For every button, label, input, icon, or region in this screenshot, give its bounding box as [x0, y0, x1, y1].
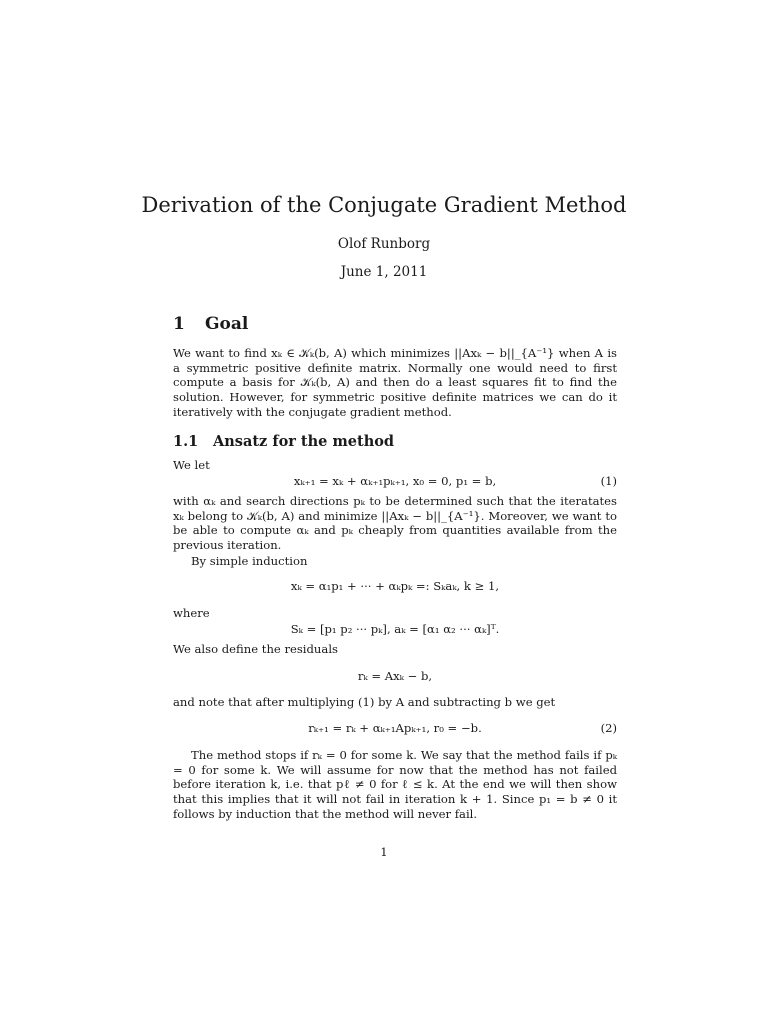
paragraph-method-stops: The method stops if rₖ = 0 for some k. We say that the method fails if pₖ = 0 for some k. We will assume for now that the method has not failed before iteration k, i.e. that pℓ ≠ 0 for ℓ ≤ k. At the end we will then show that this implies that it will not fail in iteration k + 1. Since p₁ = b ≠ 0 it follows by induction that the method will never fail.: [173, 748, 617, 821]
equation-2-tag: (2): [600, 721, 617, 735]
date: June 1, 2011: [340, 264, 428, 280]
equation-where-body: Sₖ = [p₁ p₂ ··· pₖ], aₖ = [α₁ α₂ ··· αₖ]ᵀ.: [290, 622, 500, 636]
equation-1: [173, 472, 617, 490]
equation-induction-body: xₖ = α₁p₁ + ··· + αₖpₖ =: Sₖaₖ, k ≥ 1,: [290, 579, 500, 593]
goal-paragraph: We want to find xₖ ∈ 𝒦ₖ(b, A) which minimizes ||Axₖ − b||_{A⁻¹} when A is a symmetric positive definite matrix. Normally one would need to first compute a basis for 𝒦ₖ(b, A) and then do a least squares fit to find the solution. However, for symmetric positive definite matrices we can do it iteratively with the conjugate gradient method.: [173, 346, 617, 419]
page-number: 1: [380, 845, 388, 859]
equation-2: [173, 719, 617, 737]
text-where: where: [173, 606, 210, 620]
section-title: Goal: [205, 314, 249, 334]
text-residuals-intro: We also define the residuals: [173, 642, 338, 656]
section-heading-goal: [173, 314, 248, 334]
equation-residual-body: rₖ = Axₖ − b,: [357, 669, 433, 683]
equation-2-body: rₖ₊₁ = rₖ + αₖ₊₁Apₖ₊₁, r₀ = −b.: [308, 721, 482, 735]
equation-1-tag: (1): [600, 474, 617, 488]
subsection-heading-ansatz: [173, 433, 394, 450]
paragraph-search-directions: with αₖ and search directions pₖ to be determined such that the iteratates xₖ belong to 𝒦ₖ(b, A) and minimize ||Axₖ − b||_{A⁻¹}. Moreover, we want to be able to compute αₖ and pₖ cheaply from quantities available from the previous iteration.: [173, 494, 617, 553]
equation-residual: [173, 667, 617, 685]
equation-induction: [173, 577, 617, 595]
author: Olof Runborg: [337, 236, 431, 252]
equation-where: [173, 620, 617, 638]
section-number: 1: [173, 314, 185, 334]
text-note-multiplying: and note that after multiplying (1) by A and subtracting b we get: [173, 695, 556, 709]
text-we-let: We let: [173, 458, 210, 472]
paper-title: Derivation of the Conjugate Gradient Method: [141, 193, 627, 217]
text-by-induction: By simple induction: [191, 554, 308, 568]
equation-1-body: xₖ₊₁ = xₖ + αₖ₊₁pₖ₊₁, x₀ = 0, p₁ = b,: [293, 474, 497, 488]
subsection-title: Ansatz for the method: [213, 433, 395, 450]
subsection-number: 1.1: [173, 433, 199, 450]
